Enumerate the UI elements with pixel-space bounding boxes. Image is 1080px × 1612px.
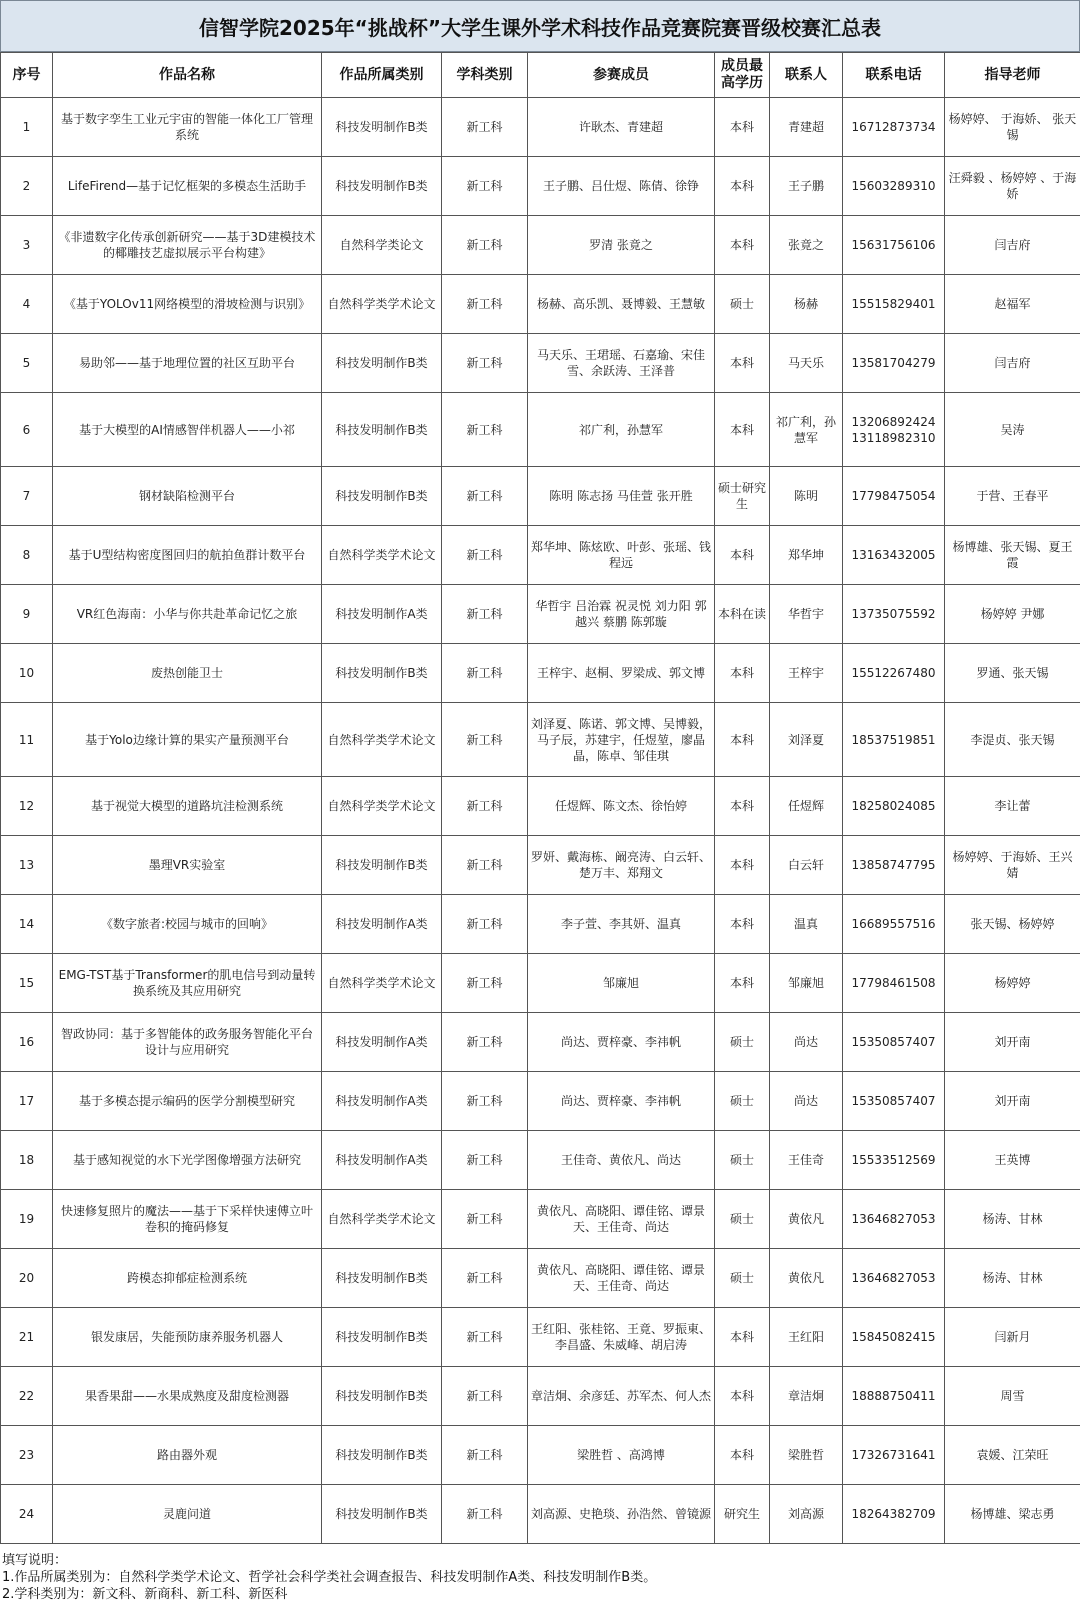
cell-degree: 硕士	[715, 1190, 770, 1249]
cell-phone: 13581704279	[843, 334, 945, 393]
cell-category: 科技发明制作A类	[322, 1072, 442, 1131]
cell-discipline: 新工科	[442, 1249, 528, 1308]
cell-contact: 黄依凡	[770, 1190, 843, 1249]
cell-name: 基于视觉大模型的道路坑洼检测系统	[53, 777, 322, 836]
cell-contact: 任煜辉	[770, 777, 843, 836]
cell-degree: 本科	[715, 334, 770, 393]
table-row	[1, 954, 1080, 1013]
cell-discipline: 新工科	[442, 836, 528, 895]
cell-discipline: 新工科	[442, 157, 528, 216]
cell-members: 罗妍、戴海栋、阚亮涛、白云轩、楚万丰、郑翔文	[528, 836, 715, 895]
cell-contact: 尚达	[770, 1013, 843, 1072]
cell-category: 科技发明制作A类	[322, 895, 442, 954]
cell-discipline: 新工科	[442, 216, 528, 275]
cell-index: 8	[1, 526, 53, 585]
cell-contact: 邹廉旭	[770, 954, 843, 1013]
cell-discipline: 新工科	[442, 467, 528, 526]
header-degree: 成员最高学历	[715, 53, 770, 98]
cell-degree: 本科	[715, 703, 770, 777]
cell-advisor: 杨婷婷、于海娇、王兴婧	[945, 836, 1080, 895]
cell-phone: 15515829401	[843, 275, 945, 334]
cell-advisor: 张天锡、杨婷婷	[945, 895, 1080, 954]
cell-name: 银发康居，失能预防康养服务机器人	[53, 1308, 322, 1367]
cell-discipline: 新工科	[442, 1367, 528, 1426]
cell-name: 灵鹿问道	[53, 1485, 322, 1544]
cell-advisor: 杨博雄、梁志勇	[945, 1485, 1080, 1544]
table-row	[1, 1485, 1080, 1544]
cell-name: 基于多模态提示编码的医学分割模型研究	[53, 1072, 322, 1131]
cell-index: 14	[1, 895, 53, 954]
cell-name: 基于U型结构密度图回归的航拍鱼群计数平台	[53, 526, 322, 585]
table-row	[1, 585, 1080, 644]
cell-discipline: 新工科	[442, 1131, 528, 1190]
cell-degree: 本科	[715, 393, 770, 467]
cell-index: 12	[1, 777, 53, 836]
cell-name: 果香果甜——水果成熟度及甜度检测器	[53, 1367, 322, 1426]
cell-contact: 章洁炯	[770, 1367, 843, 1426]
cell-name: 跨模态抑郁症检测系统	[53, 1249, 322, 1308]
cell-members: 李子萱、李其妍、温真	[528, 895, 715, 954]
cell-degree: 本科	[715, 216, 770, 275]
cell-contact: 王红阳	[770, 1308, 843, 1367]
header-index: 序号	[1, 53, 53, 98]
cell-contact: 张竟之	[770, 216, 843, 275]
cell-advisor: 袁媛、江荣旺	[945, 1426, 1080, 1485]
cell-contact: 陈明	[770, 467, 843, 526]
cell-discipline: 新工科	[442, 644, 528, 703]
header-advisor: 指导老师	[945, 53, 1080, 98]
cell-name: 墨理VR实验室	[53, 836, 322, 895]
cell-category: 科技发明制作B类	[322, 1249, 442, 1308]
cell-phone: 18264382709	[843, 1485, 945, 1544]
notes-heading: 填写说明：	[2, 1553, 68, 1568]
cell-index: 11	[1, 703, 53, 777]
cell-advisor: 杨涛、甘林	[945, 1190, 1080, 1249]
cell-phone: 18888750411	[843, 1367, 945, 1426]
cell-members: 王红阳、张桂铭、王竟、罗振東、李昌盛、朱威峰、胡启涛	[528, 1308, 715, 1367]
cell-contact: 梁胜哲	[770, 1426, 843, 1485]
cell-discipline: 新工科	[442, 777, 528, 836]
cell-members: 杨赫、高乐凯、聂博毅、王慧敏	[528, 275, 715, 334]
cell-discipline: 新工科	[442, 393, 528, 467]
cell-index: 18	[1, 1131, 53, 1190]
table-row	[1, 1426, 1080, 1485]
cell-degree: 本科	[715, 1367, 770, 1426]
cell-degree: 本科	[715, 777, 770, 836]
table-row	[1, 275, 1080, 334]
cell-members: 刘高源、史艳琰、孙浩然、曾镜源	[528, 1485, 715, 1544]
cell-contact: 刘泽夏	[770, 703, 843, 777]
cell-degree: 本科	[715, 1308, 770, 1367]
cell-members: 黄依凡、高晓阳、谭佳铭、谭景天、王佳奇、尚达	[528, 1249, 715, 1308]
cell-degree: 硕士	[715, 1072, 770, 1131]
cell-advisor: 闫吉府	[945, 216, 1080, 275]
cell-discipline: 新工科	[442, 1426, 528, 1485]
cell-category: 科技发明制作A类	[322, 1013, 442, 1072]
cell-name: 基于Yolo边缘计算的果实产量预测平台	[53, 703, 322, 777]
cell-advisor: 王英博	[945, 1131, 1080, 1190]
cell-discipline: 新工科	[442, 1308, 528, 1367]
cell-phone: 17326731641	[843, 1426, 945, 1485]
cell-name: LifeFirend—基于记忆框架的多模态生活助手	[53, 157, 322, 216]
cell-contact: 郑华坤	[770, 526, 843, 585]
cell-contact: 王梓宇	[770, 644, 843, 703]
cell-members: 祁广利，孙慧军	[528, 393, 715, 467]
cell-index: 16	[1, 1013, 53, 1072]
cell-index: 10	[1, 644, 53, 703]
cell-degree: 硕士	[715, 1249, 770, 1308]
cell-category: 科技发明制作B类	[322, 1308, 442, 1367]
cell-phone: 15350857407	[843, 1072, 945, 1131]
header-row	[1, 53, 1080, 98]
cell-name: 基于大模型的AI情感智伴机器人——小祁	[53, 393, 322, 467]
cell-discipline: 新工科	[442, 895, 528, 954]
cell-contact: 杨赫	[770, 275, 843, 334]
cell-category: 科技发明制作B类	[322, 1367, 442, 1426]
cell-degree: 本科	[715, 1426, 770, 1485]
cell-index: 17	[1, 1072, 53, 1131]
table-row	[1, 644, 1080, 703]
cell-members: 郑华坤、陈炫欧、叶彭、张瑶、钱程远	[528, 526, 715, 585]
cell-degree: 本科	[715, 895, 770, 954]
cell-advisor: 罗通、张天锡	[945, 644, 1080, 703]
table-row	[1, 1367, 1080, 1426]
cell-members: 邹廉旭	[528, 954, 715, 1013]
cell-degree: 本科	[715, 157, 770, 216]
cell-name: 《非遗数字化传承创新研究——基于3D建模技术的椰雕技艺虚拟展示平台构建》	[53, 216, 322, 275]
cell-advisor: 闫新月	[945, 1308, 1080, 1367]
cell-phone: 18258024085	[843, 777, 945, 836]
cell-discipline: 新工科	[442, 703, 528, 777]
cell-category: 科技发明制作B类	[322, 836, 442, 895]
cell-name: EMG-TST基于Transformer的肌电信号到动量转换系统及其应用研究	[53, 954, 322, 1013]
cell-index: 15	[1, 954, 53, 1013]
cell-degree: 研究生	[715, 1485, 770, 1544]
cell-degree: 硕士	[715, 1131, 770, 1190]
cell-advisor: 杨博雄、张天锡、夏王霞	[945, 526, 1080, 585]
cell-name: VR红色海南：小华与你共赴革命记忆之旅	[53, 585, 322, 644]
cell-members: 王子鹏、吕仕煜、陈倩、徐铮	[528, 157, 715, 216]
table-row	[1, 526, 1080, 585]
cell-advisor: 杨涛、甘林	[945, 1249, 1080, 1308]
cell-members: 许耿杰、青建超	[528, 98, 715, 157]
cell-members: 陈明 陈志扬 马佳萱 张开胜	[528, 467, 715, 526]
cell-contact: 刘高源	[770, 1485, 843, 1544]
header-name: 作品名称	[53, 53, 322, 98]
table-row	[1, 895, 1080, 954]
cell-members: 章洁炯、余彦廷、苏军杰、何人杰	[528, 1367, 715, 1426]
cell-index: 2	[1, 157, 53, 216]
cell-advisor: 杨婷婷、 于海娇、 张天锡	[945, 98, 1080, 157]
cell-phone: 13206892424 13118982310	[843, 393, 945, 467]
cell-index: 24	[1, 1485, 53, 1544]
cell-name: 易助邻——基于地理位置的社区互助平台	[53, 334, 322, 393]
table-row	[1, 777, 1080, 836]
cell-index: 19	[1, 1190, 53, 1249]
cell-advisor: 闫吉府	[945, 334, 1080, 393]
cell-name: 智政协同：基于多智能体的政务服务智能化平台设计与应用研究	[53, 1013, 322, 1072]
cell-advisor: 杨婷婷 尹娜	[945, 585, 1080, 644]
cell-phone: 16689557516	[843, 895, 945, 954]
cell-contact: 尚达	[770, 1072, 843, 1131]
cell-phone: 13646827053	[843, 1190, 945, 1249]
cell-phone: 15533512569	[843, 1131, 945, 1190]
table-row	[1, 1249, 1080, 1308]
cell-category: 科技发明制作B类	[322, 334, 442, 393]
cell-members: 黄依凡、高晓阳、谭佳铭、谭景天、王佳奇、尚达	[528, 1190, 715, 1249]
cell-category: 自然科学类学术论文	[322, 1190, 442, 1249]
cell-name: 快速修复照片的魔法——基于下采样快速傅立叶卷积的掩码修复	[53, 1190, 322, 1249]
table-row	[1, 1131, 1080, 1190]
cell-name: 基于数字孪生工业元宇宙的智能一体化工厂管理系统	[53, 98, 322, 157]
cell-category: 科技发明制作B类	[322, 467, 442, 526]
cell-name: 《数字旅者:校园与城市的回响》	[53, 895, 322, 954]
table-row	[1, 1308, 1080, 1367]
cell-advisor: 于营、王春平	[945, 467, 1080, 526]
cell-members: 华哲宇 吕治霖 祝灵悦 刘力阳 郭越兴 蔡鹏 陈郭璇	[528, 585, 715, 644]
table-row	[1, 157, 1080, 216]
cell-category: 科技发明制作B类	[322, 1485, 442, 1544]
cell-advisor: 杨婷婷	[945, 954, 1080, 1013]
cell-category: 科技发明制作A类	[322, 1131, 442, 1190]
cell-category: 科技发明制作B类	[322, 393, 442, 467]
cell-discipline: 新工科	[442, 585, 528, 644]
cell-contact: 青建超	[770, 98, 843, 157]
cell-category: 科技发明制作B类	[322, 157, 442, 216]
cell-members: 尚达、贾梓豪、李祎帆	[528, 1072, 715, 1131]
cell-advisor: 刘开南	[945, 1013, 1080, 1072]
cell-contact: 祁广利，孙慧军	[770, 393, 843, 467]
cell-contact: 王子鹏	[770, 157, 843, 216]
table-row	[1, 1013, 1080, 1072]
cell-contact: 黄依凡	[770, 1249, 843, 1308]
cell-category: 自然科学类论文	[322, 216, 442, 275]
cell-members: 尚达、贾梓豪、李祎帆	[528, 1013, 715, 1072]
cell-index: 1	[1, 98, 53, 157]
cell-index: 23	[1, 1426, 53, 1485]
cell-discipline: 新工科	[442, 1190, 528, 1249]
cell-phone: 17798475054	[843, 467, 945, 526]
cell-members: 王梓宇、赵桐、罗梁成、郭文博	[528, 644, 715, 703]
filling-notes	[0, 1544, 1080, 1603]
cell-degree: 本科	[715, 644, 770, 703]
header-members: 参赛成员	[528, 53, 715, 98]
table-row	[1, 703, 1080, 777]
cell-degree: 本科	[715, 836, 770, 895]
cell-discipline: 新工科	[442, 334, 528, 393]
cell-phone: 15845082415	[843, 1308, 945, 1367]
cell-degree: 硕士	[715, 275, 770, 334]
cell-category: 自然科学类学术论文	[322, 777, 442, 836]
cell-phone: 16712873734	[843, 98, 945, 157]
cell-phone: 13735075592	[843, 585, 945, 644]
cell-name: 废热创能卫士	[53, 644, 322, 703]
cell-contact: 王佳奇	[770, 1131, 843, 1190]
cell-phone: 15512267480	[843, 644, 945, 703]
header-discipline: 学科类别	[442, 53, 528, 98]
table-row	[1, 334, 1080, 393]
notes-line-1: 1.作品所属类别为：自然科学类学术论文、哲学社会科学类社会调查报告、科技发明制作A类、科技发明制作B类。	[2, 1570, 657, 1585]
cell-phone: 15350857407	[843, 1013, 945, 1072]
table-row	[1, 467, 1080, 526]
notes-line-2: 2.学科类别为：新文科、新商科、新工科、新医科	[2, 1587, 288, 1602]
cell-contact: 华哲宇	[770, 585, 843, 644]
cell-contact: 白云轩	[770, 836, 843, 895]
cell-advisor: 李让蕾	[945, 777, 1080, 836]
cell-discipline: 新工科	[442, 954, 528, 1013]
cell-category: 科技发明制作B类	[322, 98, 442, 157]
cell-name: 《基于YOLOv11网络模型的滑坡检测与识别》	[53, 275, 322, 334]
cell-phone: 15631756106	[843, 216, 945, 275]
cell-index: 21	[1, 1308, 53, 1367]
cell-name: 基于感知视觉的水下光学图像增强方法研究	[53, 1131, 322, 1190]
cell-advisor: 李湜贞、张天锡	[945, 703, 1080, 777]
cell-degree: 本科在读	[715, 585, 770, 644]
cell-index: 5	[1, 334, 53, 393]
cell-discipline: 新工科	[442, 526, 528, 585]
cell-phone: 17798461508	[843, 954, 945, 1013]
cell-phone: 18537519851	[843, 703, 945, 777]
cell-index: 4	[1, 275, 53, 334]
cell-members: 刘泽夏、陈诺、郭文博、吴博毅，马子辰，苏建宇，任煜堃，廖晶晶，陈卓、邹佳琪	[528, 703, 715, 777]
cell-phone: 15603289310	[843, 157, 945, 216]
cell-category: 自然科学类学术论文	[322, 703, 442, 777]
sheet-title: 信智学院2025年“挑战杯”大学生课外学术科技作品竞赛院赛晋级校赛汇总表	[0, 0, 1080, 52]
cell-members: 梁胜哲 、高鸿博	[528, 1426, 715, 1485]
cell-advisor: 吴涛	[945, 393, 1080, 467]
cell-contact: 马天乐	[770, 334, 843, 393]
cell-degree: 本科	[715, 98, 770, 157]
cell-index: 3	[1, 216, 53, 275]
cell-category: 科技发明制作B类	[322, 1426, 442, 1485]
cell-name: 路由器外观	[53, 1426, 322, 1485]
cell-advisor: 周雪	[945, 1367, 1080, 1426]
table-row	[1, 98, 1080, 157]
cell-advisor: 刘开南	[945, 1072, 1080, 1131]
header-contact: 联系人	[770, 53, 843, 98]
table-row	[1, 216, 1080, 275]
cell-advisor: 汪舜毅 、杨婷婷 、于海娇	[945, 157, 1080, 216]
cell-discipline: 新工科	[442, 1072, 528, 1131]
cell-category: 自然科学类学术论文	[322, 526, 442, 585]
cell-discipline: 新工科	[442, 98, 528, 157]
cell-phone: 13163432005	[843, 526, 945, 585]
cell-advisor: 赵福军	[945, 275, 1080, 334]
cell-index: 9	[1, 585, 53, 644]
cell-category: 科技发明制作A类	[322, 585, 442, 644]
header-category: 作品所属类别	[322, 53, 442, 98]
cell-index: 22	[1, 1367, 53, 1426]
cell-name: 钢材缺陷检测平台	[53, 467, 322, 526]
cell-category: 自然科学类学术论文	[322, 275, 442, 334]
cell-degree: 硕士	[715, 1013, 770, 1072]
header-phone: 联系电话	[843, 53, 945, 98]
cell-category: 科技发明制作B类	[322, 644, 442, 703]
cell-degree: 硕士研究生	[715, 467, 770, 526]
table-row	[1, 1072, 1080, 1131]
cell-discipline: 新工科	[442, 275, 528, 334]
cell-phone: 13858747795	[843, 836, 945, 895]
cell-members: 马天乐、王珺瑶、石嘉瑜、宋佳雪、余跃涛、王泽普	[528, 334, 715, 393]
cell-members: 任煜辉、陈文杰、徐怡婷	[528, 777, 715, 836]
cell-index: 6	[1, 393, 53, 467]
cell-degree: 本科	[715, 954, 770, 1013]
cell-members: 罗清 张竟之	[528, 216, 715, 275]
cell-phone: 13646827053	[843, 1249, 945, 1308]
cell-members: 王佳奇、黄依凡、尚达	[528, 1131, 715, 1190]
table-row	[1, 393, 1080, 467]
summary-table	[0, 52, 1080, 1544]
cell-degree: 本科	[715, 526, 770, 585]
table-row	[1, 1190, 1080, 1249]
cell-category: 自然科学类学术论文	[322, 954, 442, 1013]
cell-contact: 温真	[770, 895, 843, 954]
table-row	[1, 836, 1080, 895]
cell-index: 20	[1, 1249, 53, 1308]
table-body	[1, 98, 1080, 1544]
cell-index: 13	[1, 836, 53, 895]
cell-discipline: 新工科	[442, 1485, 528, 1544]
cell-discipline: 新工科	[442, 1013, 528, 1072]
cell-index: 7	[1, 467, 53, 526]
